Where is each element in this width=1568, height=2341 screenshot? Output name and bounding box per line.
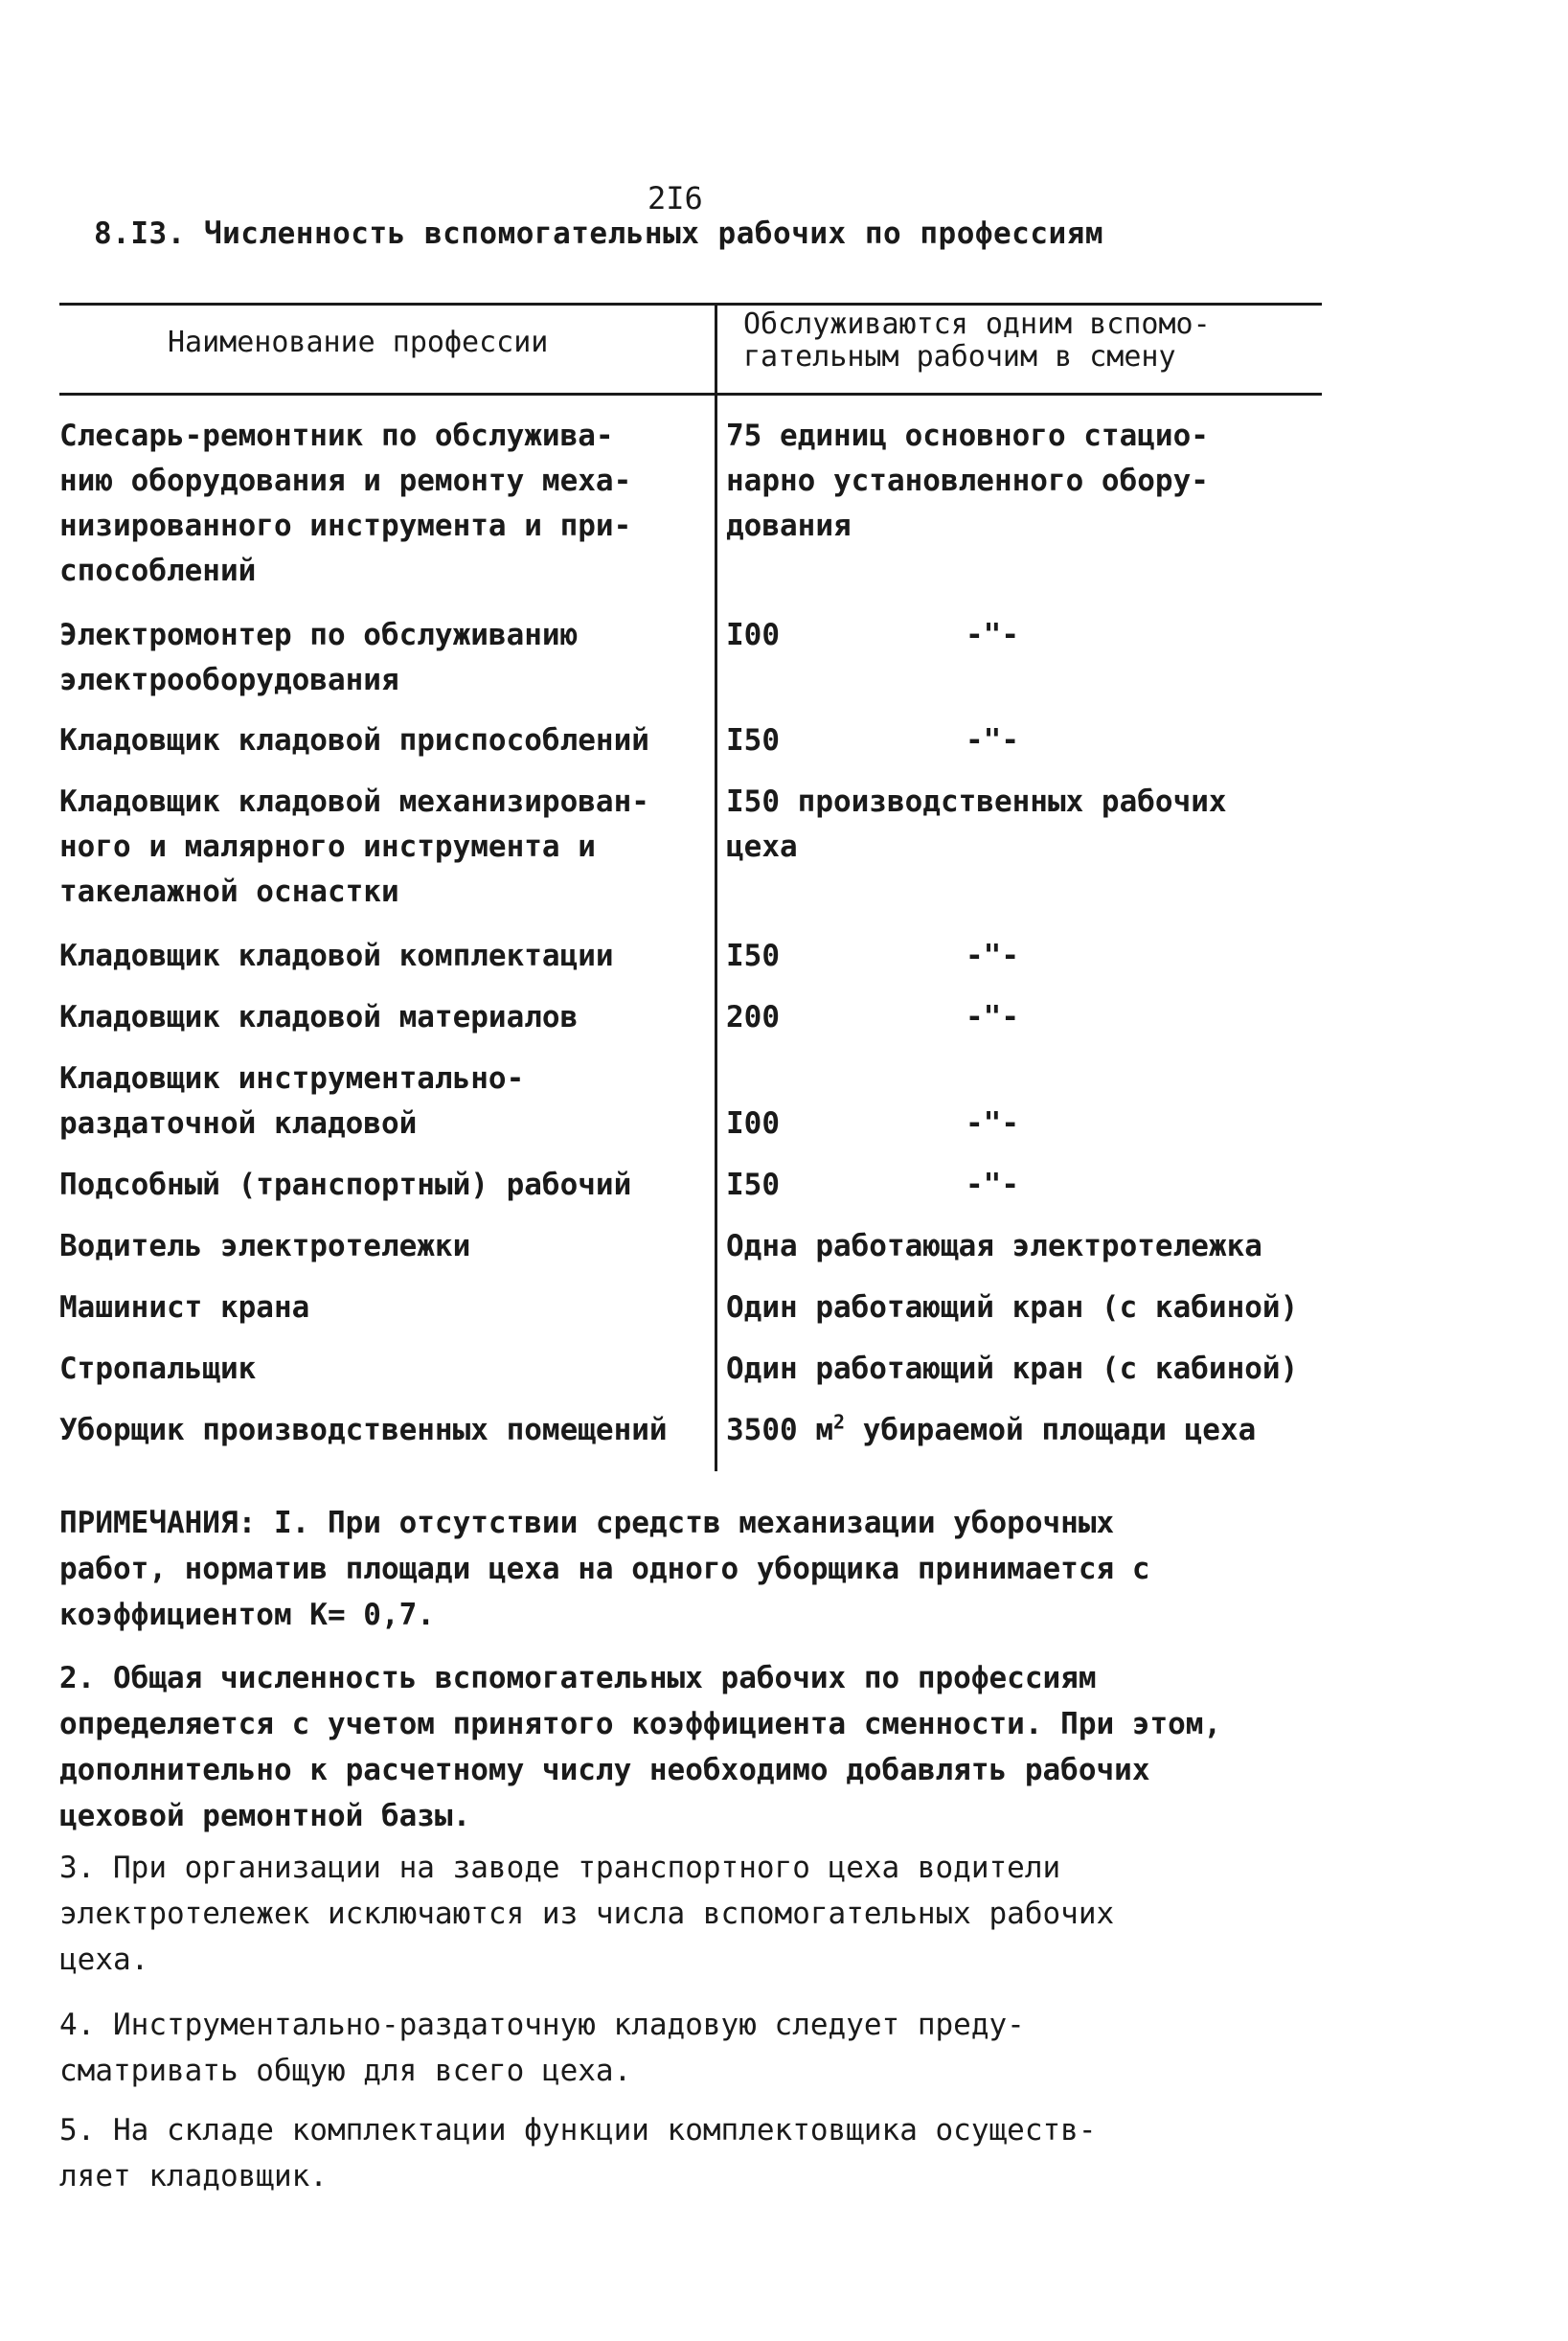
- table-top-rule: [59, 303, 1322, 306]
- note-2: 2. Общая численность вспомогательных рабочих по профессиям определяется с учетом принятого коэффициента сменности. При этом, дополнительно к расчетному числу необходимо добавлять рабочих цеховой ремонтной базы.: [59, 1661, 1222, 1833]
- profession-cell: Водитель электротележки: [59, 1229, 471, 1263]
- profession-cell: Стропальщик: [59, 1352, 257, 1386]
- notes-section: [59, 1655, 1305, 1839]
- header-norm: Обслуживаются одним вспомо- гательным рабочим в смену: [743, 307, 1211, 374]
- profession-cell: Уборщик производственных помещений: [59, 1413, 668, 1447]
- table-column-divider: [715, 303, 717, 1471]
- profession-cell: Кладовщик инструментально- раздаточной кладовой: [59, 1061, 525, 1141]
- norm-cell: 200: [726, 1000, 780, 1034]
- profession-cell: Машинист крана: [59, 1290, 310, 1325]
- norm-cell: I50 производственных рабочих цеха: [726, 784, 1227, 864]
- norm-superscript: 2: [832, 1410, 846, 1434]
- norm-cell: Один работающий кран (с кабиной): [726, 1290, 1299, 1325]
- profession-cell: Подсобный (транспортный) рабочий: [59, 1168, 632, 1202]
- table-header-rule: [59, 393, 1322, 396]
- ditto-mark: -"-: [966, 723, 1019, 758]
- note-5: 5. На складе комплектации функции комплектовщика осуществ- ляет кладовщик.: [59, 2113, 1097, 2193]
- norm-cell: Одна работающая электротележка: [726, 1229, 1262, 1263]
- norm-cell: I50: [726, 1168, 780, 1202]
- note-1: ПРИМЕЧАНИЯ: I. При отсутствии средств механизации уборочных работ, норматив площади цеха на одного уборщика принимается с коэффициентом К= 0,7.: [59, 1506, 1150, 1632]
- norm-cell: 75 единиц основного стацио- нарно установленного обору- дования: [726, 419, 1209, 543]
- norm-cell: [726, 1408, 1358, 1453]
- page-number: 2I6: [648, 180, 703, 216]
- norm-value: 3500 м: [726, 1413, 833, 1447]
- notes-section: [59, 1845, 1305, 1983]
- header-profession: Наименование профессии: [168, 326, 549, 359]
- profession-cell: Кладовщик кладовой комплектации: [59, 939, 614, 973]
- profession-cell: Кладовщик кладовой приспособлений: [59, 723, 649, 758]
- ditto-mark: -"-: [966, 1106, 1019, 1141]
- norm-cell: I00: [726, 618, 780, 652]
- profession-cell: Слесарь-ремонтник по обслужива- нию оборудования и ремонту меха- низированного инструмента и при- способлений: [59, 419, 632, 588]
- note-3: 3. При организации на заводе транспортного цеха водители электротележек исключаются из числа вспомогательных рабочих цеха.: [59, 1851, 1115, 1977]
- norm-cell: Один работающий кран (с кабиной): [726, 1352, 1299, 1386]
- norm-cell: I50: [726, 939, 780, 973]
- notes-section: [59, 2002, 1305, 2094]
- ditto-mark: -"-: [966, 1000, 1019, 1034]
- notes-section: [59, 1500, 1305, 1638]
- norm-tail: убираемой площади цеха: [845, 1413, 1257, 1447]
- profession-cell: Электромонтер по обслуживанию электрооборудования: [59, 618, 579, 697]
- ditto-mark: -"-: [966, 1168, 1019, 1202]
- profession-cell: Кладовщик кладовой механизирован- ного и малярного инструмента и такелажной оснастки: [59, 784, 649, 909]
- norm-cell: I50: [726, 723, 780, 758]
- note-4: 4. Инструментально-раздаточную кладовую следует преду- сматривать общую для всего цеха.: [59, 2008, 1025, 2088]
- profession-cell: Кладовщик кладовой материалов: [59, 1000, 579, 1034]
- norm-cell: I00: [726, 1106, 780, 1141]
- table-title: 8.I3. Численность вспомогательных рабочих по профессиям: [94, 216, 1103, 251]
- ditto-mark: -"-: [966, 618, 1019, 652]
- ditto-mark: -"-: [966, 939, 1019, 973]
- notes-section: [59, 2107, 1305, 2199]
